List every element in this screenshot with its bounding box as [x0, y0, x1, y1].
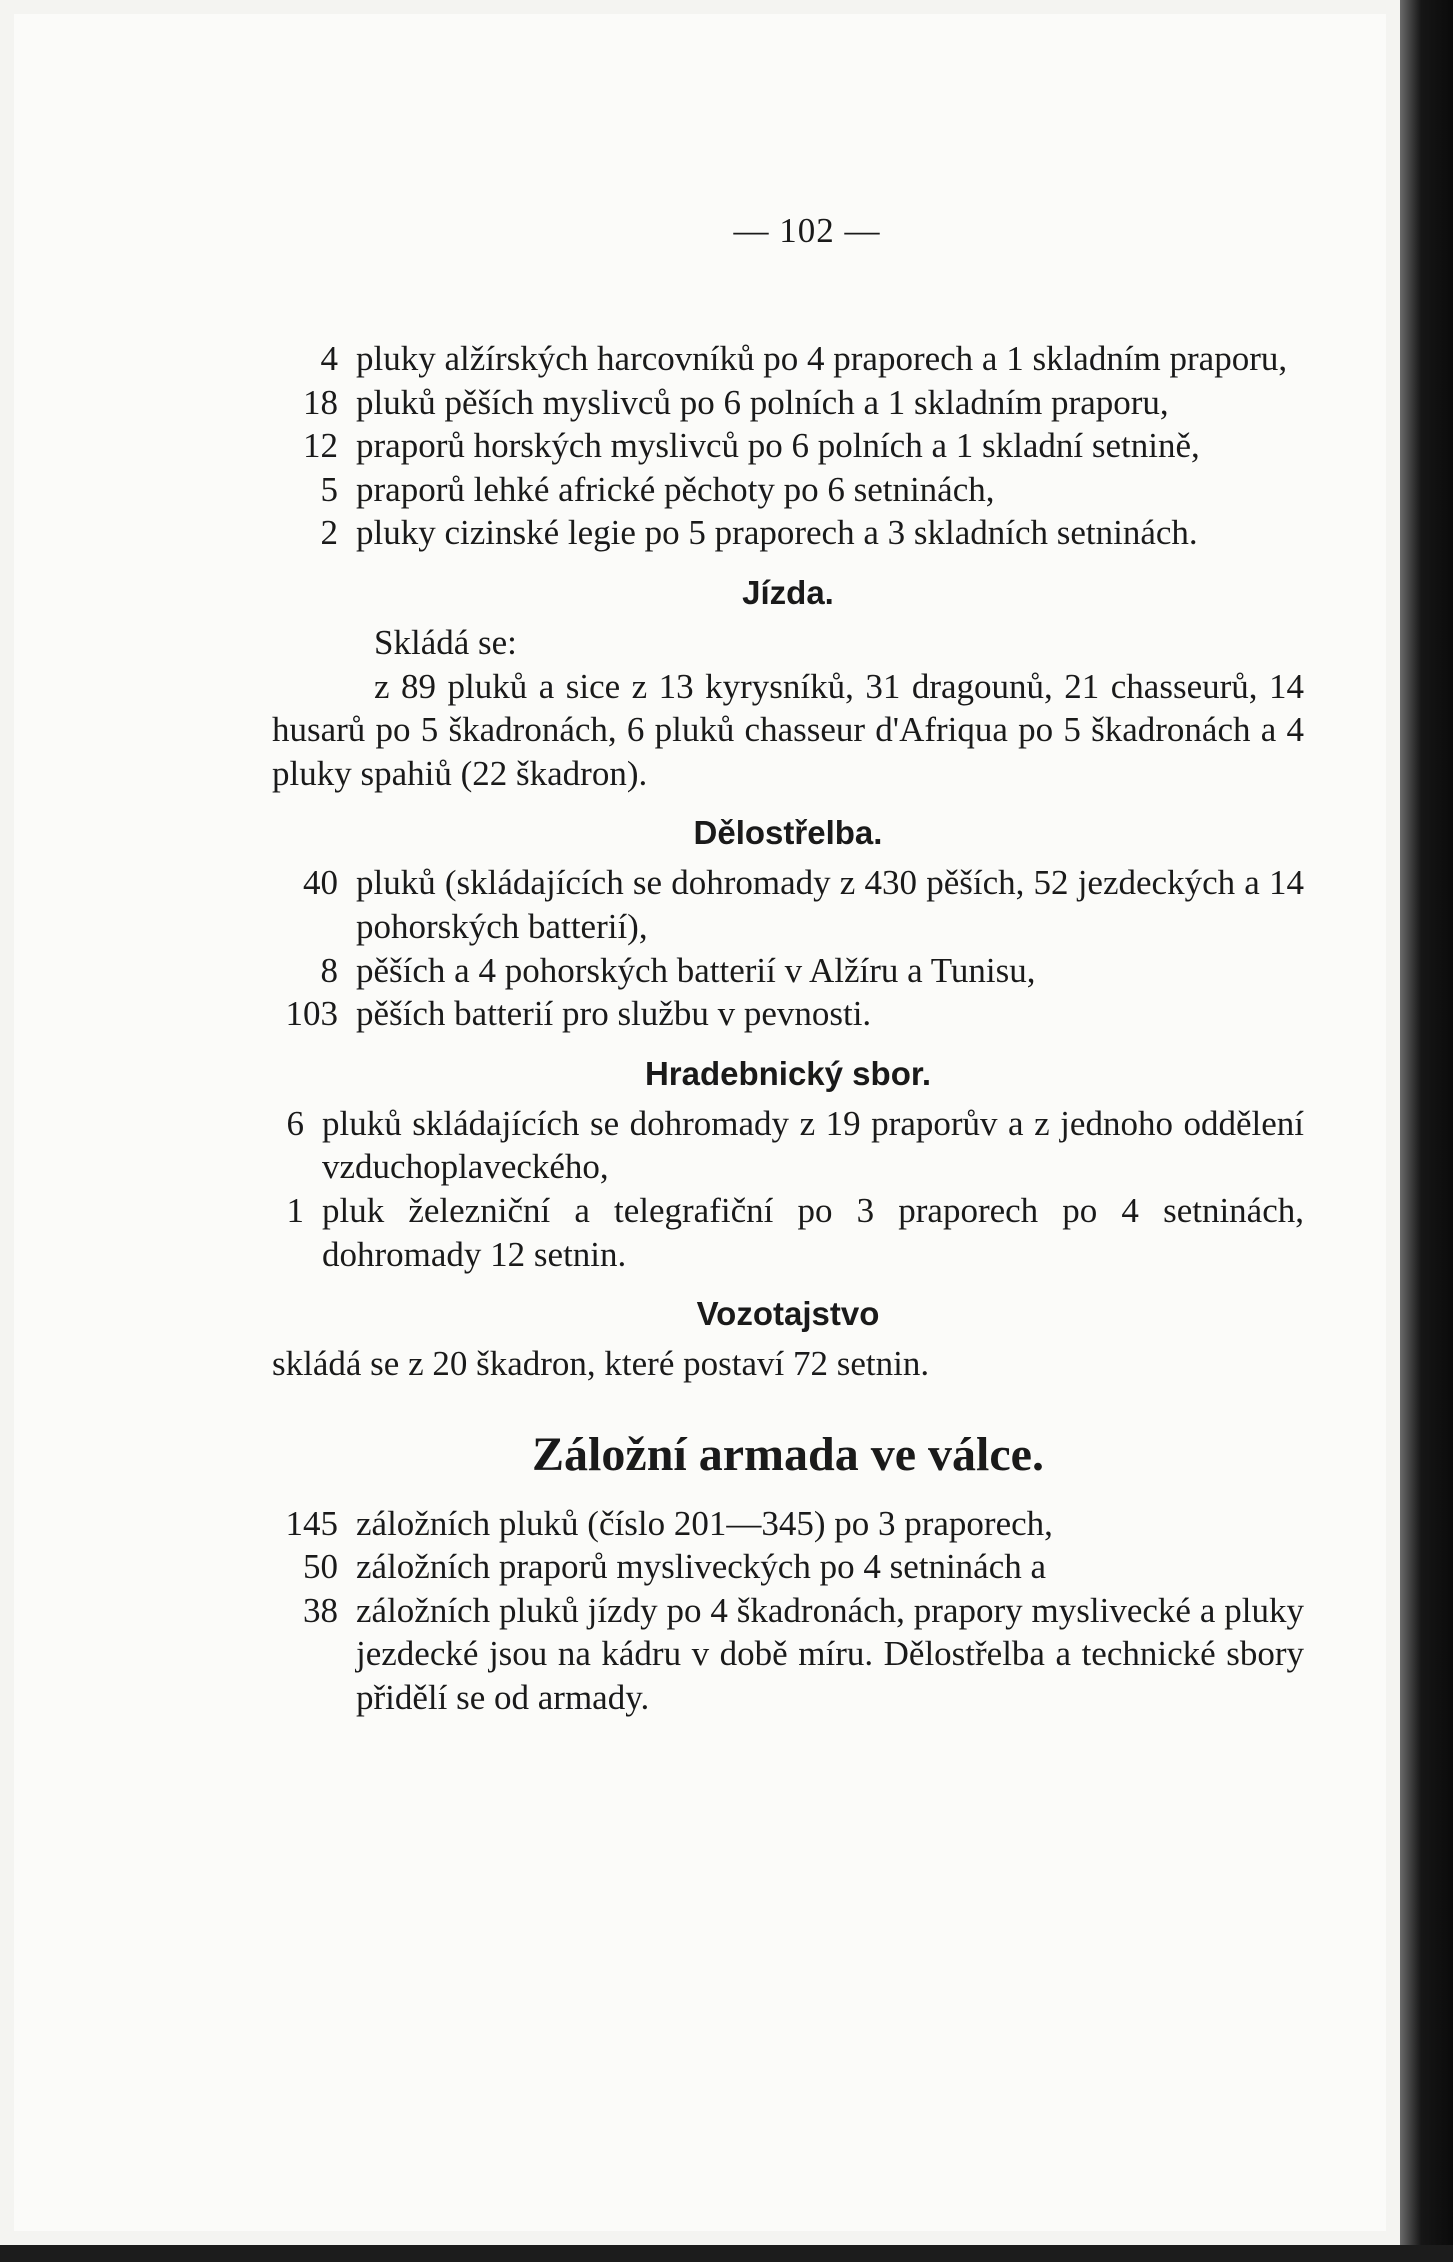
scan-edge-bottom [0, 2245, 1453, 2262]
engineers-list [272, 1102, 1304, 1276]
list-item [272, 1102, 1304, 1189]
item-text: pluků pěších myslivců po 6 polních a 1 skladním praporu, [356, 382, 1169, 422]
list-item [272, 861, 1304, 948]
section-heading-cavalry: Jízda. [742, 573, 834, 611]
train-paragraph: skládá se z 20 škadron, které postaví 72 setnin. [272, 1344, 930, 1384]
item-number: 8 [320, 950, 338, 990]
item-text: pluky cizinské legie po 5 praporech a 3 skladních setninách. [356, 513, 1198, 553]
item-text: pěších a 4 pohorských batterií v Alžíru a Tunisu, [356, 950, 1036, 990]
item-number: 12 [303, 426, 338, 466]
list-item [272, 511, 1304, 555]
item-number: 38 [303, 1590, 338, 1630]
item-text: pluky alžírských harcovníků po 4 praporech a 1 skladním praporu, [356, 339, 1288, 378]
list-item [272, 468, 1304, 512]
text-column [272, 200, 1304, 1720]
item-text: pěších batterií pro službu v pevnosti. [356, 994, 872, 1034]
list-item [272, 1545, 1304, 1589]
list-item [272, 1589, 1304, 1720]
item-text: pluk železniční a telegrafiční po 3 praporech po 4 setninách, dohromady 12 setnin. [322, 1190, 1304, 1274]
cavalry-intro: Skládá se: [374, 622, 517, 662]
list-item [272, 992, 1304, 1036]
item-number: 18 [303, 382, 338, 422]
item-text: záložních pluků (číslo 201—345) po 3 praporech, [356, 1503, 1053, 1543]
section-heading-reserve: Záložní armada ve válce. [532, 1427, 1044, 1481]
item-text: záložních praporů mysliveckých po 4 setninách a [356, 1547, 1047, 1587]
page-number: — 102 — [733, 211, 881, 250]
list-item [272, 337, 1304, 381]
list-item [272, 1502, 1304, 1546]
infantry-list [272, 337, 1304, 555]
list-item [272, 949, 1304, 993]
item-number: 5 [320, 469, 338, 509]
section-heading-engineers: Hradebnický sbor. [644, 1054, 932, 1092]
reserve-list [272, 1502, 1304, 1720]
list-item [272, 1189, 1304, 1276]
item-text: záložních pluků jízdy po 4 škadronách, prapory myslivecké a pluky jezdecké jsou na kádru v době míru. Dělostřelba a technické sbory přidělí se od armady. [356, 1590, 1304, 1718]
item-number: 6 [286, 1103, 304, 1143]
cavalry-paragraph: z 89 pluků a sice z 13 kyrysníků, 31 dragounů, 21 chasseurů, 14 husarů po 5 škadronách, 6 pluků chasseur d'Afriqua po 5 škadronách a 4 pluky spahiů (22 škadron). [272, 666, 1304, 793]
item-text: praporů horských myslivců po 6 polních a 1 skladní setnině, [356, 426, 1200, 466]
section-heading-artillery: Dělostřelba. [693, 814, 883, 852]
item-number: 4 [320, 339, 338, 378]
item-number: 40 [303, 863, 338, 903]
section-heading-train: Vozotajstvo [696, 1295, 880, 1333]
list-item [272, 381, 1304, 425]
item-number: 1 [286, 1190, 304, 1230]
item-number: 145 [285, 1503, 338, 1543]
item-number: 103 [285, 994, 338, 1034]
item-text: pluků (skládajících se dohromady z 430 pěších, 52 jezdeckých a 14 pohorských batterií), [356, 863, 1304, 946]
item-text: pluků skládajících se dohromady z 19 praporův a z jednoho oddělení vzduchoplaveckého, [322, 1103, 1304, 1187]
artillery-list [272, 861, 1304, 1035]
scan-edge-right [1400, 0, 1453, 2262]
item-number: 50 [303, 1547, 338, 1587]
list-item [272, 424, 1304, 468]
item-text: praporů lehké africké pěchoty po 6 setninách, [356, 469, 995, 509]
item-number: 2 [320, 513, 338, 553]
